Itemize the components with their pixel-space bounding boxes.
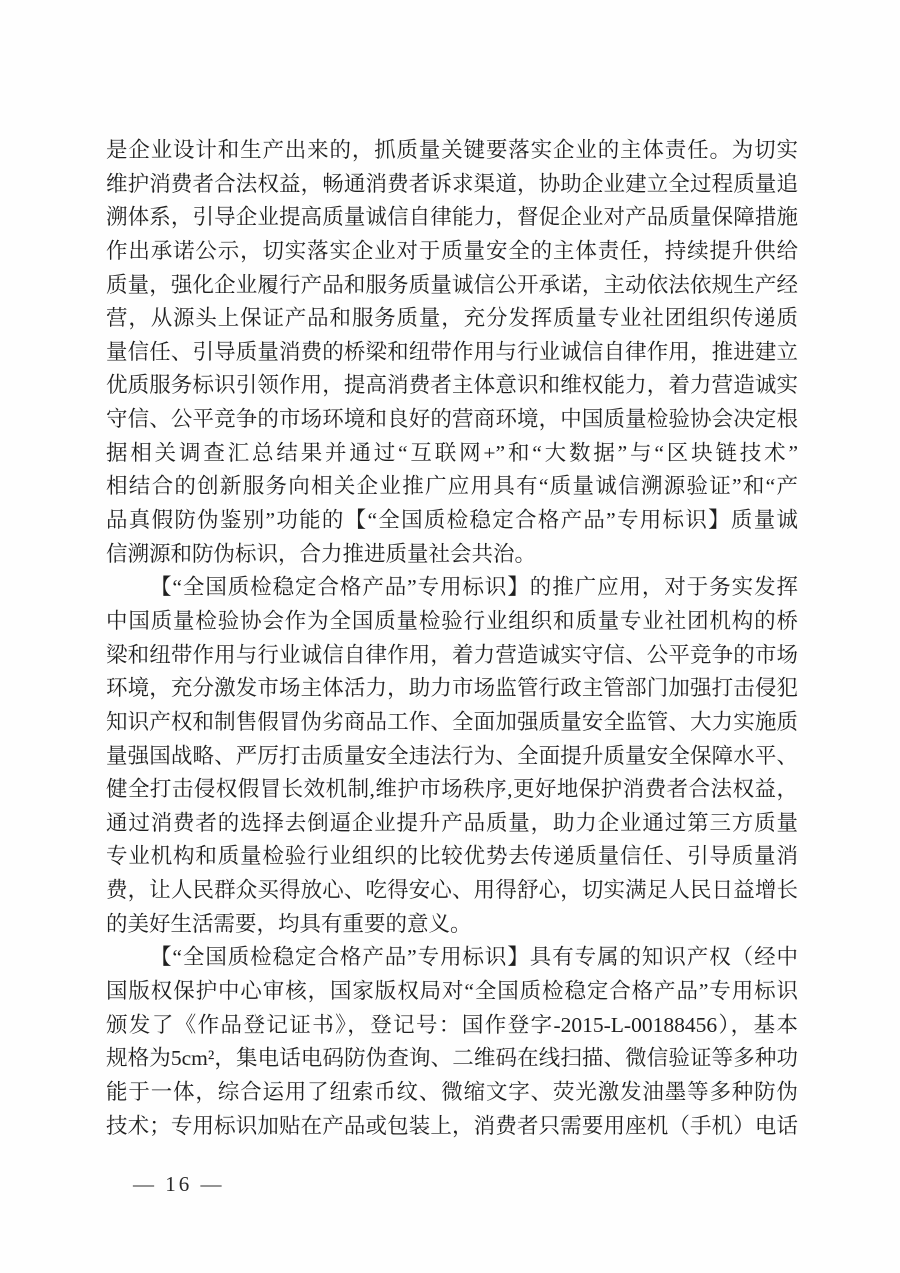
text-line: 质量，强化企业履行产品和服务质量诚信公开承诺，主动依法依规生产经 — [106, 272, 798, 297]
text-line: 颁发了《作品登记证书》，登记号：国作登字-2015-L-00188456），基本 — [106, 1012, 798, 1037]
text-line: 规格为5cm²，集电话电码防伪查询、二维码在线扫描、微信验证等多种功 — [106, 1046, 798, 1071]
text-line: 溯体系，引导企业提高质量诚信自律能力，督促企业对产品质量保障措施 — [106, 205, 798, 230]
text-line: 守信、公平竞争的市场环境和良好的营商环境，中国质量检验协会决定根 — [106, 407, 798, 432]
text-line: 技术；专用标识加贴在产品或包装上，消费者只需要用座机（手机）电话 — [106, 1113, 798, 1138]
text-line: 作出承诺公示，切实落实企业对于质量安全的主体责任，持续提升供给 — [106, 238, 798, 263]
text-line: 中国质量检验协会作为全国质量检验行业组织和质量专业社团机构的桥 — [106, 608, 798, 633]
text-line: 国版权保护中心审核，国家版权局对“全国质检稳定合格产品”专用标识 — [106, 979, 798, 1004]
text-line: 【“全国质检稳定合格产品”专用标识】具有专属的知识产权（经中 — [150, 945, 798, 970]
text-line: 据相关调查汇总结果并通过“互联网+”和“大数据”与“区块链技术” — [106, 440, 798, 465]
page-number: — 16 — — [133, 1172, 225, 1196]
text-line: 健全打击侵权假冒长效机制,维护市场秩序,更好地保护消费者合法权益， — [106, 777, 798, 802]
text-line: 环境，充分激发市场主体活力，助力市场监管行政主管部门加强打击侵犯 — [106, 676, 798, 701]
text-line: 梁和纽带作用与行业诚信自律作用，着力营造诚实守信、公平竞争的市场 — [106, 642, 798, 667]
text-line: 相结合的创新服务向相关企业推广应用具有“质量诚信溯源验证”和“产 — [106, 474, 798, 499]
text-line: 优质服务标识引领作用，提高消费者主体意识和维权能力，着力营造诚实 — [106, 373, 798, 398]
text-line: 品真假防伪鉴别”功能的【“全国质检稳定合格产品”专用标识】质量诚 — [106, 508, 798, 533]
text-line: 【“全国质检稳定合格产品”专用标识】的推广应用，对于务实发挥 — [150, 575, 798, 600]
text-line: 费，让人民群众买得放心、吃得安心、用得舒心，切实满足人民日益增长 — [106, 878, 798, 903]
document-body — [106, 134, 798, 1143]
text-line: 维护消费者合法权益，畅通消费者诉求渠道，协助企业建立全过程质量追 — [106, 171, 798, 196]
text-line: 量强国战略、严厉打击质量安全违法行为、全面提升质量安全保障水平、 — [106, 743, 798, 768]
text-line: 能于一体，综合运用了纽索币纹、微缩文字、荧光激发油墨等多种防伪 — [106, 1079, 798, 1104]
text-line: 专业机构和质量检验行业组织的比较优势去传递质量信任、引导质量消 — [106, 844, 798, 869]
text-line: 通过消费者的选择去倒逼企业提升产品质量，助力企业通过第三方质量 — [106, 810, 798, 835]
text-line: 营，从源头上保证产品和服务质量，充分发挥质量专业社团组织传递质 — [106, 306, 798, 331]
text-line: 知识产权和制售假冒伪劣商品工作、全面加强质量安全监管、大力实施质 — [106, 709, 798, 734]
text-line: 信溯源和防伪标识，合力推进质量社会共治。 — [106, 541, 537, 566]
text-line: 量信任、引导质量消费的桥梁和纽带作用与行业诚信自律作用，推进建立 — [106, 339, 798, 364]
text-line: 的美好生活需要，均具有重要的意义。 — [106, 911, 472, 936]
text-line: 是企业设计和生产出来的，抓质量关键要落实企业的主体责任。为切实 — [106, 138, 798, 162]
